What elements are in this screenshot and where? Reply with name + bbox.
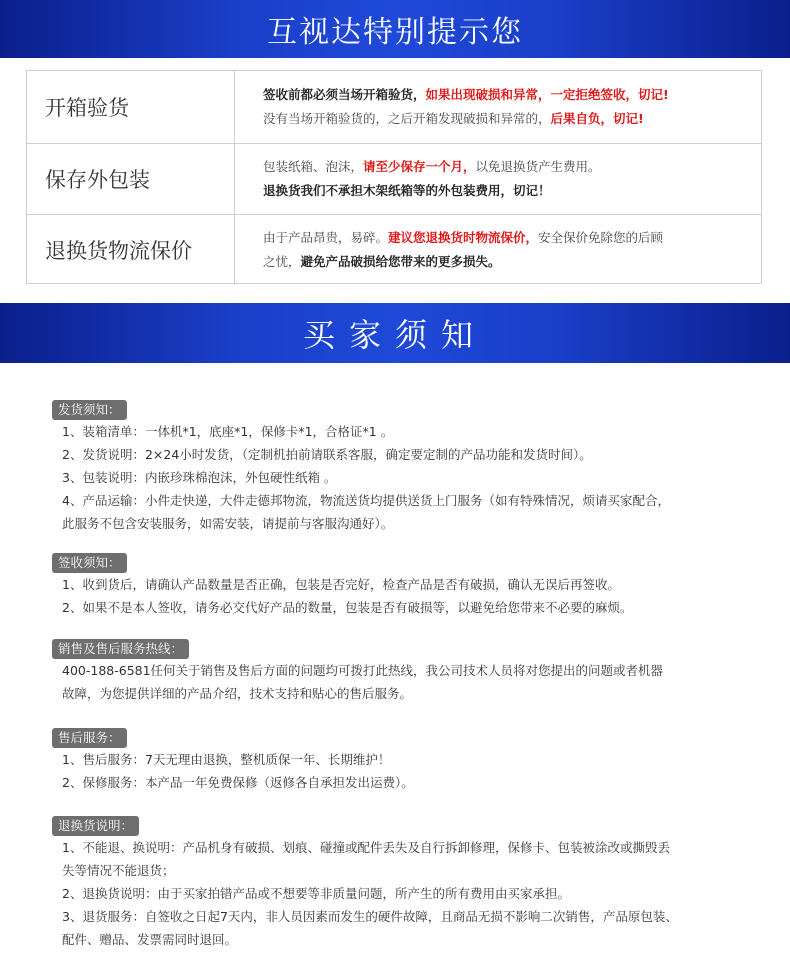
section-line: 2、如果不是本人签收，请务必交代好产品的数量，包装是否有破损等，以避免给您带来不必要的麻烦。 (62, 600, 633, 615)
tip-text: 安全保价免除您的后顾 (538, 230, 664, 245)
tip-text: 后果自负，切记! (550, 111, 644, 126)
special-notice-banner: 互视达特别提示您 (0, 0, 790, 58)
tip-label: 退换货物流保价 (27, 215, 235, 285)
section-line: 2、保修服务：本产品一年免费保修（返修各自承担发出运费）。 (62, 775, 414, 790)
tip-text: 建议您退换货时物流保价， (388, 230, 539, 245)
section-line: 4、产品运输：小件走快递，大件走德邦物流，物流送货均提供送货上门服务（如有特殊情况，烦请买家配合， (62, 493, 670, 508)
tip-text: 之忧， (263, 254, 301, 269)
tip-line (263, 107, 751, 131)
tip-text: 没有当场开箱验货的，之后开箱发现破损和异常的， (263, 111, 551, 126)
tip-label: 开箱验货 (27, 71, 235, 143)
tip-line (263, 155, 751, 179)
tip-line (263, 83, 751, 107)
section-tag: 售后服务： (52, 728, 127, 748)
section-line: 1、装箱清单：一体机*1，底座*1，保修卡*1，合格证*1 。 (62, 424, 394, 439)
tip-text: 以免退换货产生费用。 (475, 159, 601, 174)
section-tag: 发货须知： (52, 400, 127, 420)
section-line: 2、发货说明：2×24小时发货，（定制机拍前请联系客服，确定要定制的产品功能和发货时间）。 (62, 447, 592, 462)
section-line: 1、不能退、换说明：产品机身有破损、划痕、碰撞或配件丢失及自行拆卸修理，保修卡、包装被涂改或撕毁丢 (62, 840, 670, 855)
section-line: 失等情况不能退货； (62, 863, 175, 878)
section-hotline (52, 638, 752, 705)
tip-text: 如果出现破损和异常，一定拒绝签收，切记! (425, 87, 669, 102)
tip-content (263, 71, 751, 143)
tip-row-insurance (27, 214, 761, 285)
tip-line (263, 250, 751, 274)
tip-line (263, 226, 751, 250)
section-after-sales (52, 727, 752, 794)
special-tips-table (26, 70, 762, 284)
section-line: 3、包装说明：内嵌珍珠棉泡沫，外包硬性纸箱 。 (62, 470, 337, 485)
tip-row-unbox (27, 71, 761, 143)
tip-text: 请至少保存一个月， (363, 159, 476, 174)
section-line: 1、收到货后，请确认产品数量是否正确，包装是否完好，检查产品是否有破损，确认无误后再签收。 (62, 577, 620, 592)
tip-text: 包装纸箱、泡沫， (263, 159, 364, 174)
buyer-notice-banner: 买家须知 (0, 303, 790, 363)
section-line: 故障，为您提供详细的产品介绍，技术支持和贴心的售后服务。 (62, 686, 413, 701)
tip-row-packaging (27, 143, 761, 214)
section-line: 1、售后服务：7天无理由退换，整机质保一年、长期维护！ (62, 752, 391, 767)
section-shipping (52, 399, 752, 535)
tip-text: 退换货我们不承担木架纸箱等的外包装费用，切记！ (263, 183, 551, 198)
section-line: 2、退换货说明：由于买家拍错产品或不想要等非质量问题，所产生的所有费用由买家承担。 (62, 886, 570, 901)
section-tag: 销售及售后服务热线： (52, 639, 189, 659)
tip-content (263, 144, 751, 214)
tip-text: 避免产品破损给您带来的更多损失。 (300, 254, 501, 269)
tip-label: 保存外包装 (27, 144, 235, 214)
tip-text: 签收前都必须当场开箱验货， (263, 87, 426, 102)
section-tag: 签收须知： (52, 553, 127, 573)
section-line: 此服务不包含安装服务，如需安装，请提前与客服沟通好）。 (62, 516, 394, 531)
tip-content (263, 215, 751, 285)
section-line: 3、退货服务：自签收之日起7天内，非人员因素而发生的硬件故障，且商品无损不影响二次销售，产品原包装、 (62, 909, 678, 924)
tip-line (263, 179, 751, 203)
tip-text: 由于产品昂贵，易碎。 (263, 230, 389, 245)
section-returns (52, 815, 752, 951)
section-receipt (52, 552, 752, 619)
section-line: 配件、赠品、发票需同时退回。 (62, 932, 238, 947)
section-line: 400-188-6581任何关于销售及售后方面的问题均可拨打此热线，我公司技术人员将对您提出的问题或者机器 (62, 663, 664, 678)
section-tag: 退换货说明： (52, 816, 139, 836)
